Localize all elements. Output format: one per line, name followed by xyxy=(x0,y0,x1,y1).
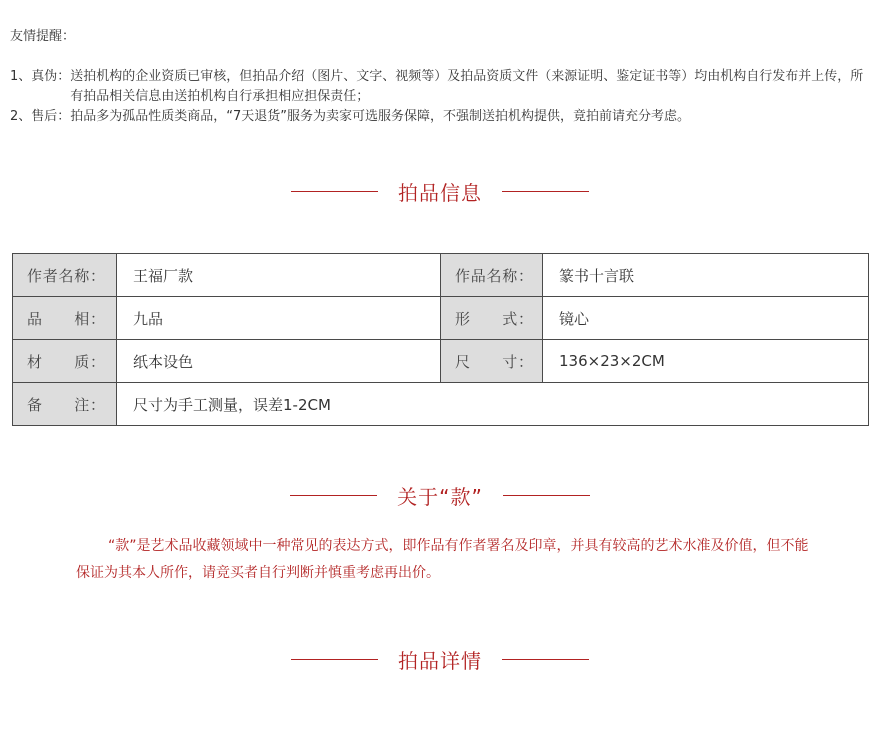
heading-text: 关于“款” xyxy=(397,484,483,509)
work-name-value: 篆书十言联 xyxy=(543,254,869,297)
format-label: 形 式： xyxy=(441,297,543,340)
table-row xyxy=(13,383,869,426)
notice-item-label: 2、售后： xyxy=(10,109,71,124)
about-kuan-paragraph: “款”是艺术品收藏领域中一种常见的表达方式，即作品有作者署名及印章，并具有较高的艺术水准及价值，但不能保证为其本人所作，请竞买者自行判断并慎重考虑再出价。 xyxy=(76,538,809,581)
heading-divider-left xyxy=(291,659,378,660)
author-name-value: 王福厂款 xyxy=(117,254,441,297)
table-row xyxy=(13,297,869,340)
heading-text: 拍品详情 xyxy=(398,648,482,673)
format-value: 镜心 xyxy=(543,297,869,340)
work-name-label: 作品名称： xyxy=(441,254,543,297)
size-value: 136×23×2CM xyxy=(543,340,869,383)
notice-title: 友情提醒： xyxy=(10,29,76,44)
notice-block xyxy=(10,27,872,127)
notice-item-authenticity xyxy=(10,67,872,107)
heading-divider-right xyxy=(503,495,590,496)
table-row xyxy=(13,340,869,383)
condition-label: 品 相： xyxy=(13,297,117,340)
note-label: 备 注： xyxy=(13,383,117,426)
heading-divider-right xyxy=(502,191,589,192)
notice-item-aftersale xyxy=(10,107,872,127)
heading-divider-right xyxy=(502,659,589,660)
table-row xyxy=(13,254,869,297)
section-heading-detail xyxy=(0,644,880,674)
notice-item-text: 送拍机构的企业资质已审核，但拍品介绍（图片、文字、视频等）及拍品资质文件（来源证明、鉴定证书等）均由机构自行发布并上传，所有拍品相关信息由送拍机构自行承担相应担保责任； xyxy=(70,69,864,104)
note-value: 尺寸为手工测量，误差1-2CM xyxy=(117,383,869,426)
size-label: 尺 寸： xyxy=(441,340,543,383)
condition-value: 九品 xyxy=(117,297,441,340)
notice-item-text: 拍品多为孤品性质类商品，“7天退货”服务为卖家可选服务保障，不强制送拍机构提供，竟拍前请充分考虑。 xyxy=(70,109,691,124)
section-heading-info xyxy=(0,176,880,206)
section-heading-about xyxy=(0,480,880,510)
lot-info-table xyxy=(12,253,869,426)
author-name-label: 作者名称： xyxy=(13,254,117,297)
notice-item-label: 1、真伪： xyxy=(10,69,71,84)
heading-divider-left xyxy=(290,495,377,496)
material-label: 材 质： xyxy=(13,340,117,383)
heading-text: 拍品信息 xyxy=(398,180,482,205)
heading-divider-left xyxy=(291,191,378,192)
material-value: 纸本设色 xyxy=(117,340,441,383)
notice-list xyxy=(10,67,872,127)
